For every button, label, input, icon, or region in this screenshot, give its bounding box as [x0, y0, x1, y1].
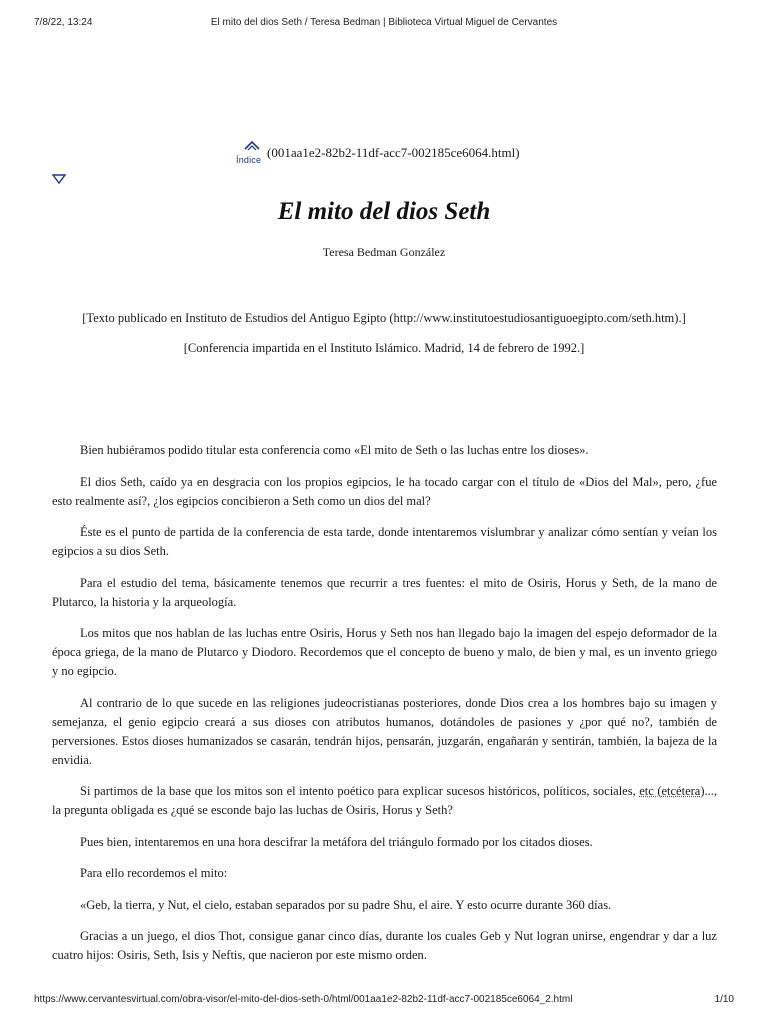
article-author: Teresa Bedman González: [322, 245, 446, 259]
conference-note: [Conferencia impartida en el Instituto Islámico. Madrid, 14 de febrero de 1992.]: [183, 341, 585, 355]
paragraph: Al contrario de lo que sucede en las religiones judeocristianas posteriores, donde Dios crea a los hombres bajo su imagen y semejanza, el genio egipcio creará a sus dioses con atributos humanos, dotándoles de pasiones y ¿por qué no?, también de perversiones. Estos dioses humanizados se casarán, tendrán hijos, pensarán, juzgarán, engañarán y sentirán, también, la bajeza de la envidia.: [52, 695, 717, 767]
paragraph-text: ..., la pregunta obligada es ¿qué se esconde bajo las luchas de Osiris, Horus y Seth?: [52, 784, 717, 817]
index-icon[interactable]: [236, 139, 268, 169]
print-footer: [0, 994, 768, 1024]
article-body: [52, 441, 717, 978]
paragraph-text: Si partimos de la base que los mitos son el intento poético para explicar sucesos históricos, políticos, sociales,: [80, 784, 640, 798]
paragraph: Los mitos que nos hablan de las luchas entre Osiris, Horus y Seth nos han llegado bajo la imagen del espejo deformador de la época griega, de la mano de Plutarco y Diodoro. Recordemos que el concepto de bueno y malo, de bien y mal, es un invento griego y no egipcio.: [52, 626, 717, 678]
paragraph: El dios Seth, caído ya en desgracia con los propios egipcios, le ha tocado cargar con el título de «Dios del Mal», pero, ¿fue esto realmente así?, ¿los egipcios concibieron a Seth como un dios del mal?: [52, 474, 717, 508]
article-title: El mito del dios Seth: [277, 198, 491, 225]
print-url: https://www.cervantesvirtual.com/obra-visor/el-mito-del-dios-seth-0/html/001aa1e2-82b2-11df-acc7-002185ce6064_2.html: [34, 994, 573, 1005]
paragraph: Bien hubiéramos podido titular esta conferencia como «El mito de Seth o las luchas entre los dioses».: [80, 443, 589, 457]
index-label: Índice: [236, 155, 262, 165]
down-triangle-icon: [52, 174, 66, 184]
paragraph: Pues bien, intentaremos en una hora descifrar la metáfora del triángulo formado por los citados dioses.: [80, 834, 593, 849]
print-page-title: El mito del dios Seth / Teresa Bedman | Biblioteca Virtual Miguel de Cervantes: [210, 17, 558, 28]
next-section-link[interactable]: [52, 171, 66, 189]
page-number: 1/10: [714, 994, 734, 1005]
print-date: 7/8/22, 13:24: [34, 17, 93, 28]
paragraph: Éste es el punto de partida de la conferencia de esta tarde, donde intentaremos vislumbrar y analizar cómo sentían y veían los egipcios a su dios Seth.: [52, 525, 717, 558]
print-header: [0, 0, 768, 48]
index-href-text[interactable]: (001aa1e2-82b2-11df-acc7-002185ce6064.html): [267, 145, 520, 160]
etc-abbreviation[interactable]: etc (etcétera): [639, 784, 705, 798]
paragraph: Para el estudio del tema, básicamente tenemos que recurrir a tres fuentes: el mito de Osiris, Horus y Seth, de la mano de Plutarco, la historia y la arqueología.: [52, 575, 717, 609]
publication-note: [Texto publicado en Instituto de Estudios del Antiguo Egipto (http://www.institutoestudiosantiguoegipto.com/seth.htm).]: [82, 311, 686, 325]
paragraph: «Geb, la tierra, y Nut, el cielo, estaban separados por su padre Shu, el aire. Y esto ocurre durante 360 días.: [80, 897, 612, 912]
up-chevron-icon: [243, 139, 261, 151]
paragraph: Gracias a un juego, el dios Thot, consigue ganar cinco días, durante los cuales Geb y Nut logran unirse, engendrar y dar a luz cuatro hijos: Osiris, Seth, Isis y Neftis, que nacieron por este mismo orden.: [52, 929, 717, 962]
paragraph: Para ello recordemos el mito:: [80, 866, 228, 880]
paragraph: [52, 782, 717, 820]
